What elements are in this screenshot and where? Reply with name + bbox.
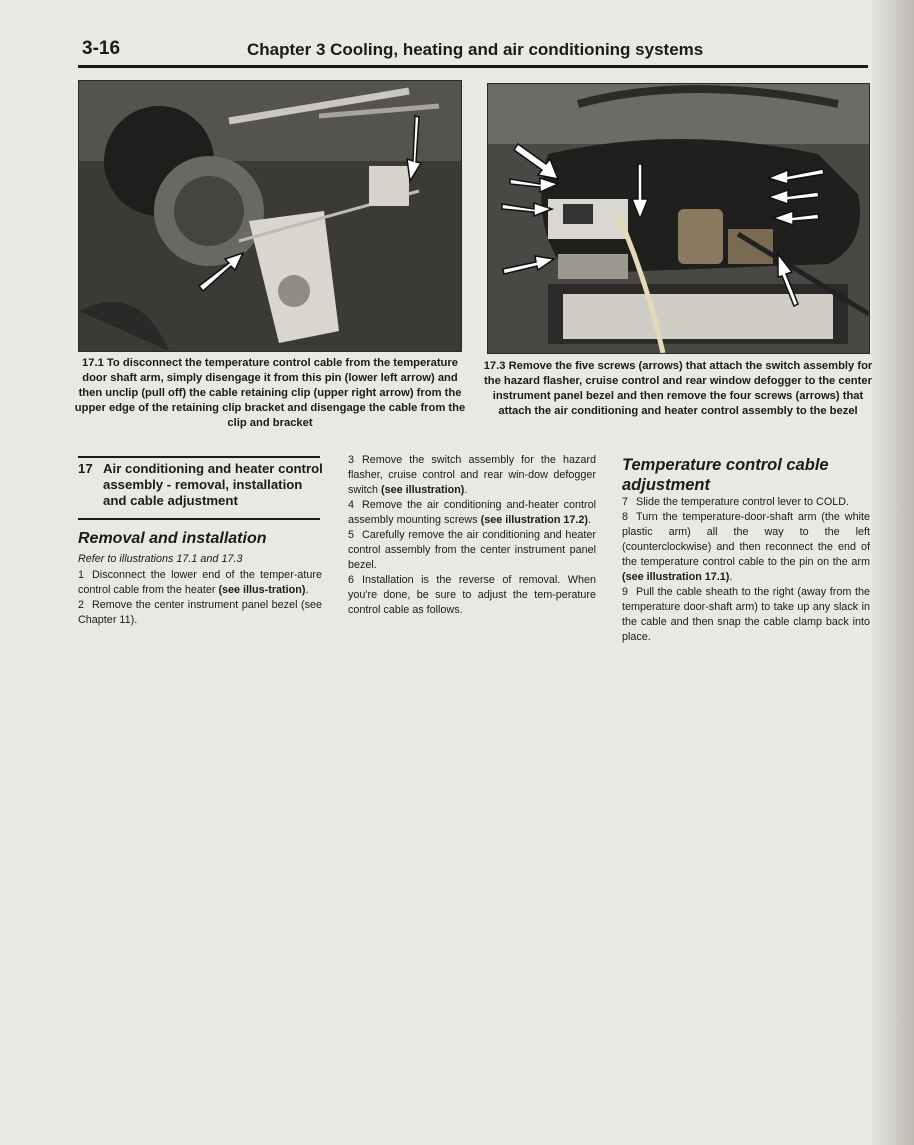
step-paragraph: 8 Turn the temperature-door-shaft arm (the white plastic arm) all the way to the left (counterclockwise) and then reconnect the end of the temperature control cable to the pin on the arm (see illustration 17.1). bbox=[622, 511, 870, 583]
column-middle bbox=[348, 453, 596, 618]
header-rule bbox=[78, 65, 868, 68]
step-paragraph: 2 Remove the center instrument panel bezel (see Chapter 11). bbox=[78, 599, 322, 626]
subsection-heading: Removal and installation bbox=[78, 530, 267, 547]
figure-17-3-illustration bbox=[488, 84, 869, 353]
section-top-rule bbox=[78, 456, 320, 458]
temperature-cable-heading: Temperature control cable adjustment bbox=[622, 456, 829, 494]
page-edge-shadow bbox=[872, 0, 914, 1145]
figure-17-3-caption: 17.3 Remove the five screws (arrows) that attach the switch assembly for the hazard flasher, cruise control and rear window defogger to the center instrument panel bezel and then remove the four screws (arrows) that attach the air conditioning and heater control assembly to the bezel bbox=[483, 360, 873, 417]
step-paragraph: 1 Disconnect the lower end of the temper-ature control cable from the heater (see illus-tration). bbox=[78, 569, 322, 596]
figure-17-1-caption: 17.1 To disconnect the temperature control cable from the temperature door shaft arm, simply disengage it from this pin (lower left arrow) and then unclip (pull off) the cable retaining clip (upper right arrow) from the upper edge of the retaining clip bracket and disengage the cable from the clip and bracket bbox=[74, 357, 466, 429]
figure-17-1-photo bbox=[78, 80, 462, 352]
step-paragraph: 5 Carefully remove the air conditioning and heater control assembly from the center instrument panel bezel. bbox=[348, 529, 596, 571]
figure-17-1-illustration bbox=[79, 81, 461, 351]
figure-17-3-photo bbox=[487, 83, 870, 354]
chapter-title: Chapter 3 Cooling, heating and air conditioning systems bbox=[247, 40, 704, 59]
section-heading bbox=[78, 461, 328, 509]
step-paragraph: 7 Slide the temperature control lever to COLD. bbox=[622, 496, 850, 508]
step-paragraph: 4 Remove the air conditioning and-heater control assembly mounting screws (see illustration 17.2). bbox=[348, 499, 596, 526]
page-number: 3-16 bbox=[82, 38, 121, 59]
illustration-reference: Refer to illustrations 17.1 and 17.3 bbox=[78, 553, 243, 565]
section-bottom-rule bbox=[78, 518, 320, 520]
step-paragraph: 6 Installation is the reverse of removal. When you're done, be sure to adjust the tem-perature control cable as follows. bbox=[348, 574, 596, 616]
section-number: 17 bbox=[78, 461, 93, 476]
section-title: Air conditioning and heater control assembly - removal, installation and cable adjustment bbox=[103, 461, 323, 508]
column-left bbox=[78, 568, 322, 628]
step-paragraph: 3 Remove the switch assembly for the hazard flasher, cruise control and rear win-dow defogger switch (see illustration). bbox=[348, 454, 596, 496]
column-right bbox=[622, 495, 870, 645]
step-paragraph: 9 Pull the cable sheath to the right (away from the temperature door-shaft arm) to take up any slack in the cable and then snap the cable clamp back into place. bbox=[622, 586, 870, 643]
